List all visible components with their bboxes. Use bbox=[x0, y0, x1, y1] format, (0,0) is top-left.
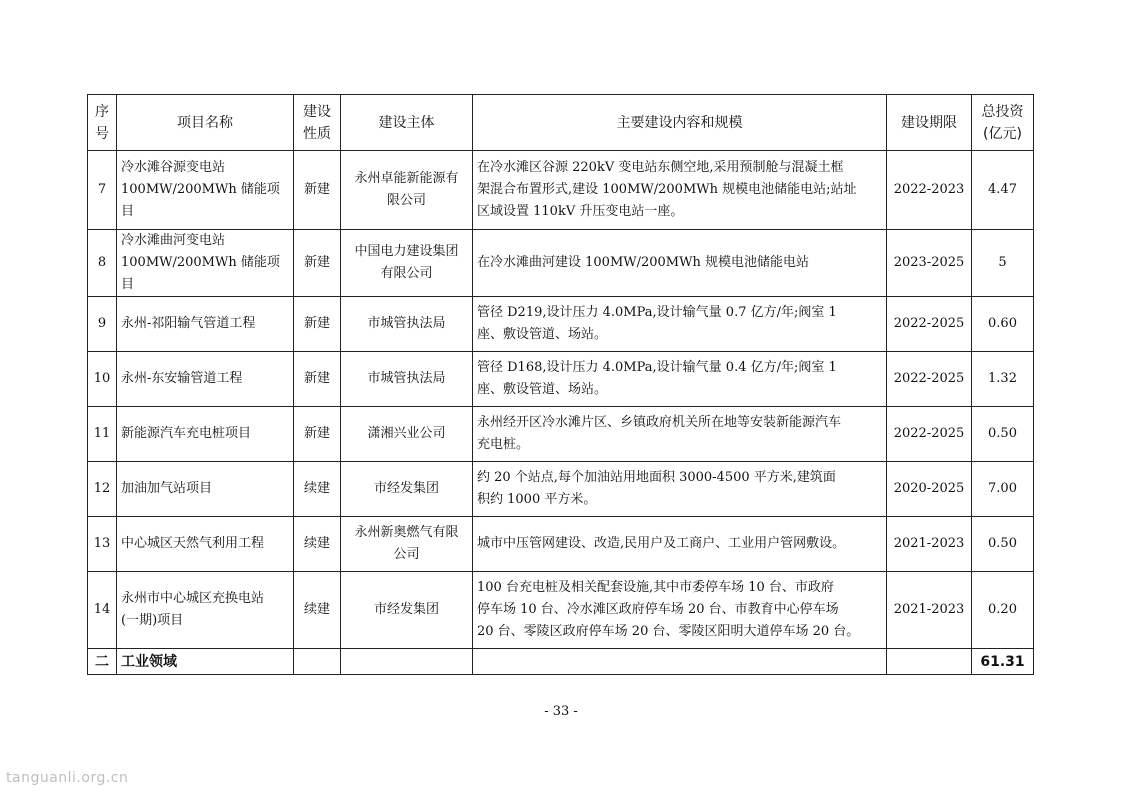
cell-content: 约 20 个站点,每个加油站用地面积 3000-4500 平方米,建筑面 积约 1000 平方米。 bbox=[473, 462, 887, 517]
header-period: 建设期限 bbox=[887, 95, 972, 151]
section-empty-cell bbox=[341, 649, 473, 675]
table-row bbox=[88, 230, 1034, 297]
cell-name: 冷水滩曲河变电站 100MW/200MWh 储能项目 bbox=[117, 230, 294, 297]
cell-nature: 新建 bbox=[294, 151, 341, 230]
cell-name: 加油加气站项目 bbox=[117, 462, 294, 517]
header-nature: 建设 性质 bbox=[294, 95, 341, 151]
table-row bbox=[88, 462, 1034, 517]
cell-period: 2022-2025 bbox=[887, 407, 972, 462]
page-number: - 33 - bbox=[544, 704, 578, 719]
cell-nature: 续建 bbox=[294, 462, 341, 517]
cell-period: 2022-2025 bbox=[887, 352, 972, 407]
cell-period: 2023-2025 bbox=[887, 230, 972, 297]
cell-subject: 市城管执法局 bbox=[341, 297, 473, 352]
cell-subject: 市经发集团 bbox=[341, 462, 473, 517]
cell-name: 中心城区天然气利用工程 bbox=[117, 517, 294, 572]
header-content: 主要建设内容和规模 bbox=[473, 95, 887, 151]
cell-content: 在冷水滩区谷源 220kV 变电站东侧空地,采用预制舱与混凝土框 架混合布置形式,建设 100MW/200MWh 规模电池储能电站;站址 区域设置 110kV 升压变电站一座。 bbox=[473, 151, 887, 230]
cell-nature: 续建 bbox=[294, 517, 341, 572]
cell-seq: 14 bbox=[88, 572, 117, 649]
cell-nature: 新建 bbox=[294, 352, 341, 407]
cell-name: 永州市中心城区充换电站 (一期)项目 bbox=[117, 572, 294, 649]
cell-content: 管径 D219,设计压力 4.0MPa,设计输气量 0.7 亿方/年;阀室 1 座、敷设管道、场站。 bbox=[473, 297, 887, 352]
cell-subject: 潇湘兴业公司 bbox=[341, 407, 473, 462]
section-empty-cell bbox=[473, 649, 887, 675]
cell-invest: 0.50 bbox=[972, 517, 1034, 572]
table-row bbox=[88, 151, 1034, 230]
header-invest: 总投资 (亿元) bbox=[972, 95, 1034, 151]
cell-invest: 5 bbox=[972, 230, 1034, 297]
cell-seq: 7 bbox=[88, 151, 117, 230]
cell-invest: 4.47 bbox=[972, 151, 1034, 230]
cell-name: 永州-祁阳输气管道工程 bbox=[117, 297, 294, 352]
cell-subject: 市城管执法局 bbox=[341, 352, 473, 407]
cell-subject: 市经发集团 bbox=[341, 572, 473, 649]
cell-name: 冷水滩谷源变电站 100MW/200MWh 储能项目 bbox=[117, 151, 294, 230]
section-row bbox=[88, 649, 1034, 675]
cell-invest: 1.32 bbox=[972, 352, 1034, 407]
cell-period: 2020-2025 bbox=[887, 462, 972, 517]
project-table bbox=[87, 94, 1034, 675]
table-row bbox=[88, 517, 1034, 572]
cell-content: 在冷水滩曲河建设 100MW/200MWh 规模电池储能电站 bbox=[473, 230, 887, 297]
cell-content: 管径 D168,设计压力 4.0MPa,设计输气量 0.4 亿方/年;阀室 1 座、敷设管道、场站。 bbox=[473, 352, 887, 407]
header-subject: 建设主体 bbox=[341, 95, 473, 151]
cell-subject: 永州新奥燃气有限 公司 bbox=[341, 517, 473, 572]
cell-seq: 10 bbox=[88, 352, 117, 407]
cell-invest: 0.20 bbox=[972, 572, 1034, 649]
section-empty-cell bbox=[887, 649, 972, 675]
header-seq: 序 号 bbox=[88, 95, 117, 151]
section-seq: 二 bbox=[88, 649, 117, 675]
table-row bbox=[88, 407, 1034, 462]
cell-invest: 0.60 bbox=[972, 297, 1034, 352]
cell-seq: 13 bbox=[88, 517, 117, 572]
cell-seq: 9 bbox=[88, 297, 117, 352]
cell-nature: 续建 bbox=[294, 572, 341, 649]
section-name: 工业领域 bbox=[117, 649, 294, 675]
cell-invest: 7.00 bbox=[972, 462, 1034, 517]
cell-name: 永州-东安输管道工程 bbox=[117, 352, 294, 407]
cell-subject: 永州卓能新能源有 限公司 bbox=[341, 151, 473, 230]
header-row bbox=[88, 95, 1034, 151]
watermark: tanguanli.org.cn bbox=[6, 770, 129, 786]
cell-nature: 新建 bbox=[294, 230, 341, 297]
cell-seq: 12 bbox=[88, 462, 117, 517]
cell-content: 城市中压管网建设、改造,民用户及工商户、工业用户管网敷设。 bbox=[473, 517, 887, 572]
table-body bbox=[88, 151, 1034, 675]
cell-content: 永州经开区冷水滩片区、乡镇政府机关所在地等安装新能源汽车 充电桩。 bbox=[473, 407, 887, 462]
cell-subject: 中国电力建设集团 有限公司 bbox=[341, 230, 473, 297]
section-invest: 61.31 bbox=[972, 649, 1034, 675]
cell-period: 2022-2025 bbox=[887, 297, 972, 352]
cell-seq: 8 bbox=[88, 230, 117, 297]
table-row bbox=[88, 297, 1034, 352]
cell-nature: 新建 bbox=[294, 297, 341, 352]
cell-period: 2022-2023 bbox=[887, 151, 972, 230]
table-row bbox=[88, 572, 1034, 649]
cell-name: 新能源汽车充电桩项目 bbox=[117, 407, 294, 462]
cell-seq: 11 bbox=[88, 407, 117, 462]
cell-nature: 新建 bbox=[294, 407, 341, 462]
header-name: 项目名称 bbox=[117, 95, 294, 151]
cell-invest: 0.50 bbox=[972, 407, 1034, 462]
cell-content: 100 台充电桩及相关配套设施,其中市委停车场 10 台、市政府 停车场 10 台、冷水滩区政府停车场 20 台、市教育中心停车场 20 台、零陵区政府停车场 20 台、零陵区阳明大道停车场 20 台。 bbox=[473, 572, 887, 649]
table-row bbox=[88, 352, 1034, 407]
cell-period: 2021-2023 bbox=[887, 517, 972, 572]
cell-period: 2021-2023 bbox=[887, 572, 972, 649]
section-empty-cell bbox=[294, 649, 341, 675]
